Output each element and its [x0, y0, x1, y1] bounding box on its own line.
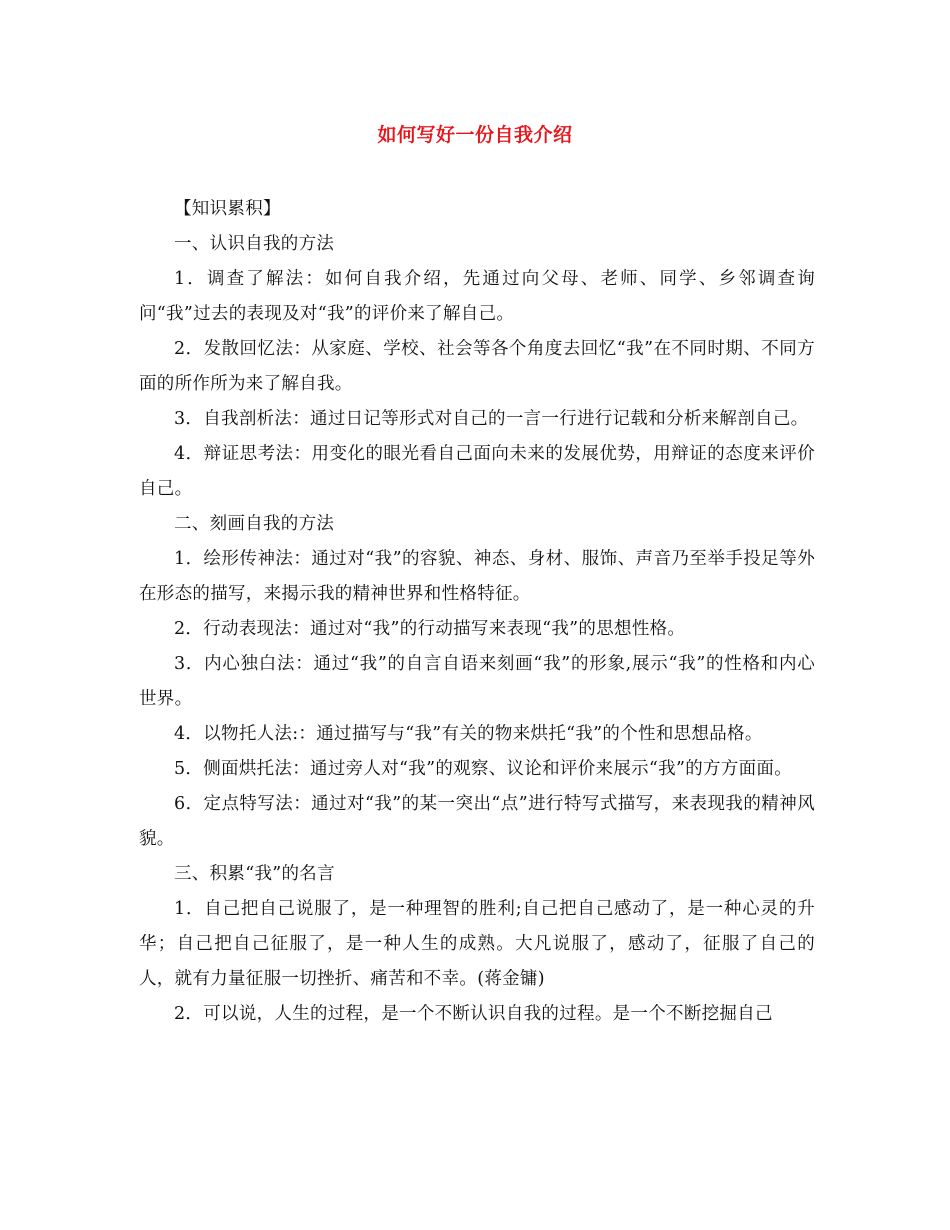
paragraph: 3．内心独白法：通过“我”的自言自语来刻画“我”的形象,展示“我”的性格和内心世界。 — [139, 654, 815, 709]
section-heading-1: 一、认识自我的方法 — [174, 234, 335, 254]
section-heading-3: 三、积累“我”的名言 — [174, 864, 335, 884]
paragraph: 2．行动表现法：通过对“我”的行动描写来表现“我”的思想性格。 — [174, 619, 686, 639]
paragraph: 1．调查了解法：如何自我介绍，先通过向父母、老师、同学、乡邻调查询问“我”过去的表现及对“我”的评价来了解自己。 — [139, 269, 815, 324]
paragraph: 3．自我剖析法：通过日记等形式对自己的一言一行进行记载和分析来解剖自己。 — [174, 409, 809, 429]
paragraph: 5．侧面烘托法：通过旁人对“我”的观察、议论和评价来展示“我”的方方面面。 — [174, 759, 793, 779]
paragraph: 4．辩证思考法：用变化的眼光看自己面向未来的发展优势，用辩证的态度来评价自己。 — [139, 444, 815, 499]
paragraph: 2．可以说，人生的过程，是一个不断认识自我的过程。是一个不断挖掘自己 — [174, 1004, 773, 1024]
section-heading-2: 二、刻画自我的方法 — [174, 514, 335, 534]
paragraph: 6．定点特写法：通过对“我”的某一突出“点”进行特写式描写，来表现我的精神风貌。 — [139, 794, 815, 849]
paragraph: 4．以物托人法:：通过描写与“我”有关的物来烘托“我”的个性和思想品格。 — [174, 724, 763, 744]
document-title: 如何写好一份自我介绍 — [377, 124, 573, 146]
document-body — [139, 192, 815, 1032]
paragraph: 2．发散回忆法：从家庭、学校、社会等各个角度去回忆“我”在不同时期、不同方面的所作所为来了解自我。 — [139, 339, 815, 394]
paragraph: 1．绘形传神法：通过对“我”的容貌、神态、身材、服饰、声音乃至举手投足等外在形态的描写，来揭示我的精神世界和性格特征。 — [139, 549, 815, 604]
section-label-knowledge: 【知识累积】 — [174, 199, 281, 219]
paragraph: 1．自己把自己说服了，是一种理智的胜利;自己把自己感动了，是一种心灵的升华；自己把自己征服了，是一种人生的成熟。大凡说服了，感动了，征服了自己的人，就有力量征服一切挫折、痛苦和不幸。(蒋金镛) — [139, 899, 815, 989]
